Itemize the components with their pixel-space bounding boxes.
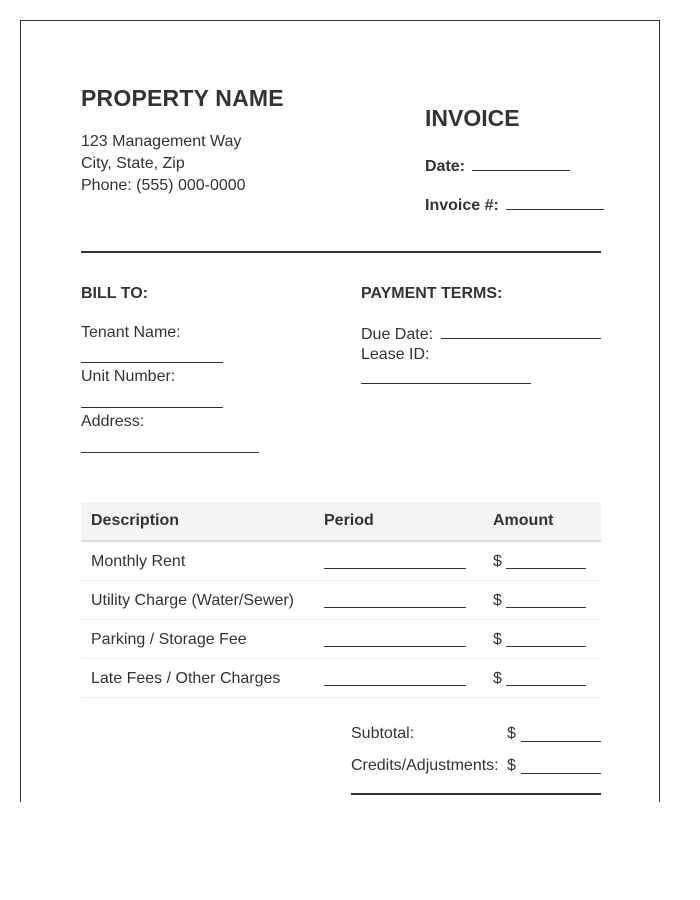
property-address-line2: City, State, Zip	[81, 155, 185, 172]
due-date-label: Due Date:	[361, 326, 434, 343]
property-address-line1: 123 Management Way	[81, 133, 242, 150]
header-divider	[81, 251, 601, 253]
column-header-period: Period	[324, 512, 374, 529]
charges-table	[81, 502, 601, 698]
summary-divider	[351, 793, 601, 795]
invoice-number-label: Invoice #:	[425, 197, 499, 214]
property-name: PROPERTY NAME	[81, 85, 284, 111]
date-blank-line[interactable]	[472, 156, 570, 171]
invoice-title: INVOICE	[425, 105, 520, 131]
lease-id-label: Lease ID:	[361, 346, 430, 363]
tenant-name-label: Tenant Name:	[81, 324, 181, 341]
dollar-sign: $	[493, 553, 502, 570]
invoice-number-field[interactable]	[425, 195, 604, 215]
table-row	[81, 542, 601, 581]
due-date-field[interactable]	[361, 324, 601, 344]
subtotal-dollar-sign: $	[507, 725, 516, 742]
dollar-sign: $	[493, 670, 502, 687]
period-blank-line[interactable]	[324, 646, 466, 647]
amount-blank-line[interactable]	[506, 568, 586, 569]
row-description: Parking / Storage Fee	[91, 631, 247, 648]
amount-blank-line[interactable]	[506, 646, 586, 647]
column-header-amount: Amount	[493, 512, 554, 529]
invoice-sheet	[20, 20, 660, 802]
subtotal-label: Subtotal:	[351, 725, 415, 742]
credits-adjustments-label: Credits/Adjustments:	[351, 757, 499, 774]
date-label: Date:	[425, 158, 466, 175]
address-label: Address:	[81, 413, 145, 430]
credits-blank-line[interactable]	[521, 773, 601, 774]
amount-blank-line[interactable]	[506, 685, 586, 686]
unit-number-line[interactable]	[81, 407, 223, 408]
dollar-sign: $	[493, 592, 502, 609]
table-row	[81, 581, 601, 620]
period-blank-line[interactable]	[324, 607, 466, 608]
bill-to-heading: BILL TO:	[81, 285, 148, 302]
amount-blank-line[interactable]	[506, 607, 586, 608]
lease-id-line[interactable]	[361, 383, 531, 384]
period-blank-line[interactable]	[324, 685, 466, 686]
dollar-sign: $	[493, 631, 502, 648]
row-description: Utility Charge (Water/Sewer)	[91, 592, 295, 609]
tenant-name-line[interactable]	[81, 362, 223, 363]
property-phone: Phone: (555) 000-0000	[81, 177, 246, 194]
period-blank-line[interactable]	[324, 568, 466, 569]
address-line[interactable]	[81, 452, 259, 453]
row-description: Late Fees / Other Charges	[91, 670, 281, 687]
table-row	[81, 659, 601, 698]
due-date-blank-line[interactable]	[441, 324, 601, 339]
invoice-number-blank-line[interactable]	[506, 195, 604, 210]
column-header-description: Description	[91, 512, 180, 529]
subtotal-blank-line[interactable]	[521, 741, 601, 742]
unit-number-label: Unit Number:	[81, 368, 176, 385]
row-description: Monthly Rent	[91, 553, 186, 570]
table-header-row	[81, 502, 601, 542]
date-field[interactable]	[425, 156, 570, 176]
payment-terms-heading: PAYMENT TERMS:	[361, 285, 503, 302]
table-row	[81, 620, 601, 659]
credits-dollar-sign: $	[507, 757, 516, 774]
